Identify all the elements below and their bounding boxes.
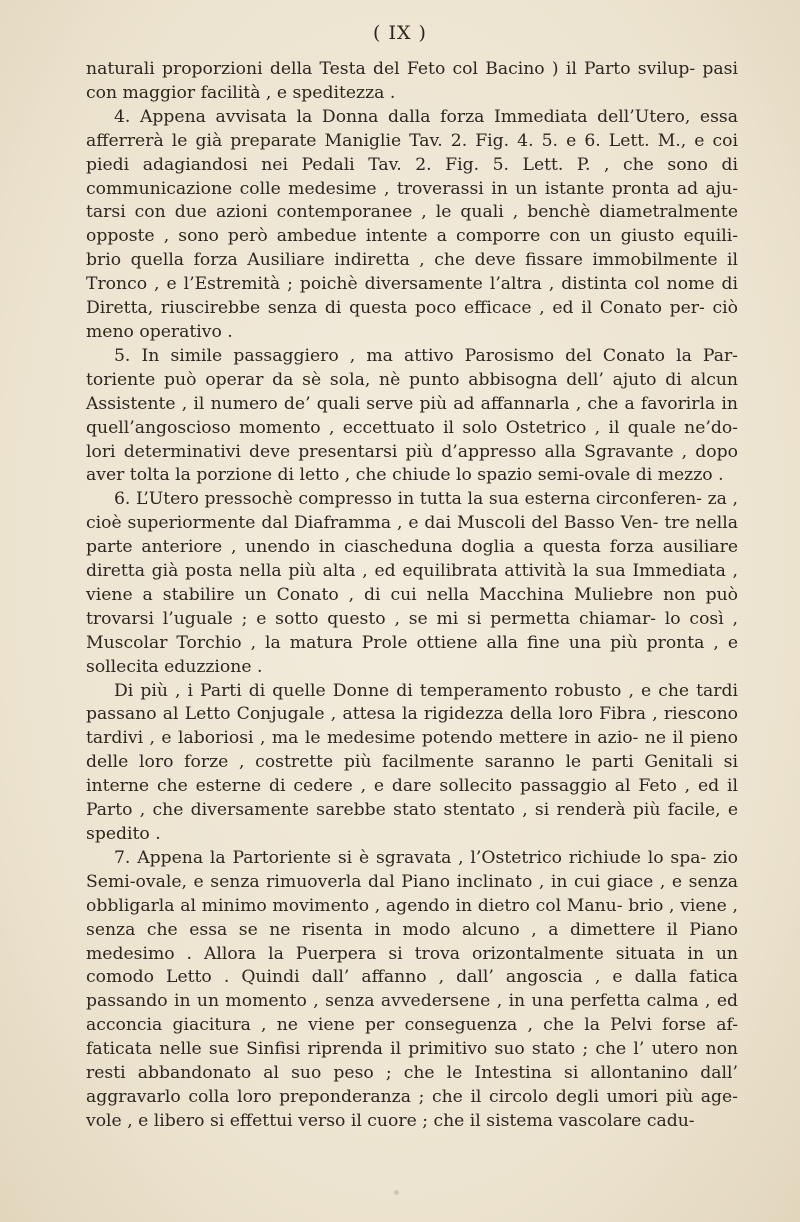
paper-speck — [394, 1190, 399, 1195]
body-text — [86, 58, 738, 1134]
paragraph-7: 7. Appena la Partoriente si è sgravata , l’Ostetrico richiude lo spa- zio Semi-ovale, e senza rimuoverla dal Piano inclinato , in cui giace , e senza obbligarla al minimo movimento , agendo in dietro col Manu- brio , viene , senza che essa se ne risenta in modo alcuno , a dimettere il Piano medesimo . Allora la Puerpera si trova orizontalmente situata in un comodo Letto . Quindi dall’ affanno , dall’ angoscia , e dalla fatica passando in un momento , senza avvedersene , in una perfetta calma , ed acconcia giacitura , ne viene per conseguenza , che la Pelvi forse af- faticata nelle sue Sinfisi riprenda il primitivo suo stato ; che l’ utero non resti abbandonato al suo peso ; che le Intestina si allontanino dall’ aggravarlo colla loro preponderanza ; che il circolo degli umori più age- vole , e libero si effettui verso il cuore ; che il sistema vascolare cadu- — [86, 847, 738, 1131]
paragraph-6: 6. L’Utero pressochè compresso in tutta la sua esterna circonferen- za , cioè superiormente dal Diaframma , e dai Muscoli del Basso Ven- tre nella parte anteriore , unendo in ciascheduna doglia a questa forza ausiliare diretta già posta nella più alta , ed equilibrata attività la sua Immediata , viene a stabilire un Conato , di cui nella Macchina Muliebre non può trovarsi l’uguale ; e sotto questo , se mi si permetta chiamar- lo così , Muscolar Torchio , la matura Prole ottiene alla fine una più pronta , e sollecita eduzzione . — [86, 489, 738, 677]
page-number: ( IX ) — [373, 22, 427, 44]
paragraph-4: 4. Appena avvisata la Donna dalla forza Immediata dell’Utero, essa afferrerà le già preparate Maniglie Tav. 2. Fig. 4. 5. e 6. Lett. M., e coi piedi adagiandosi nei Pedali Tav. 2. Fig. 5. Lett. P. , che sono di communicazione colle medesime , troverassi in un istante pronta ad aju- tarsi con due azioni contemporanee , le quali , benchè diametralmente opposte , sono però ambedue intente a comporre con un giusto equili- brio quella forza Ausiliare indiretta , che deve fissare immobilmente il Tronco , e l’Estremità ; poichè diversamente l’altra , distinta col nome di Diretta, riuscirebbe senza di questa poco efficace , ed il Conato per- ciò meno operativo . — [86, 106, 738, 342]
paragraph-continuation: naturali proporzioni della Testa del Feto col Bacino ) il Parto svilup- pasi con maggior facilità , e speditezza . — [86, 59, 738, 103]
paragraph-5: 5. In simile passaggiero , ma attivo Parosismo del Conato la Par- toriente può operar da sè sola, nè punto abbisogna dell’ ajuto di alcun Assistente , il numero de’ quali serve più ad affannarla , che a favorirla in quell’angoscioso momento , eccettuato il solo Ostetrico , il quale ne’do- lori determinativi deve presentarsi più d’appresso alla Sgravante , dopo aver tolta la porzione di letto , che chiude lo spazio semi-ovale di mezzo . — [86, 345, 738, 486]
paragraph-6-continued: Di più , i Parti di quelle Donne di temperamento robusto , e che tardi passano al Letto Conjugale , attesa la rigidezza della loro Fibra , riescono tardivi , e laboriosi , ma le medesime potendo mettere in azio- ne il pieno delle loro forze , costrette più facilmente saranno le parti Genitali si interne che esterne di cedere , e dare sollecito passaggio al Feto , ed il Parto , che diversamente sarebbe stato stentato , si renderà più facile, e spedito . — [86, 680, 738, 844]
